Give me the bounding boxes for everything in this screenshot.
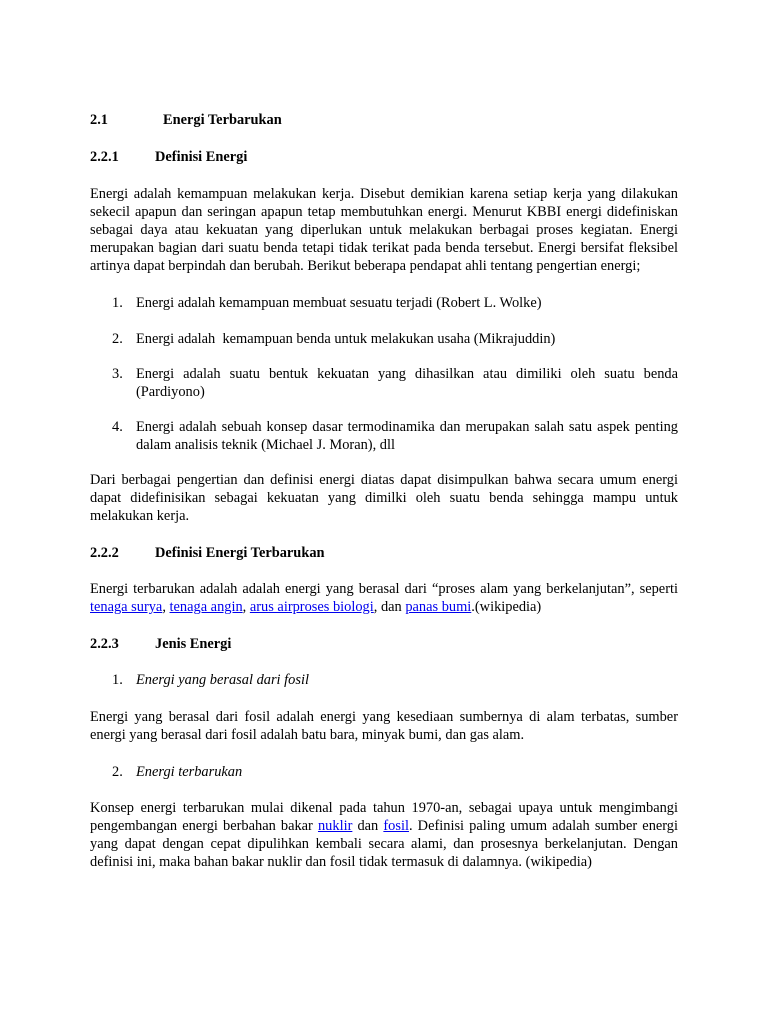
paragraph-text: .(wikipedia) — [471, 599, 542, 615]
section-title: Definisi Energi — [155, 149, 248, 165]
list-item-text: Energi adalah suatu bentuk kekuatan yang dihasilkan atau dimiliki oleh suatu benda (Pardiyono) — [136, 366, 678, 400]
list-item-text: Energi adalah kemampuan benda untuk melakukan usaha (Mikrajuddin) — [136, 331, 556, 347]
section-number: 2.2.3 — [90, 636, 119, 652]
list-marker: 4. — [112, 419, 123, 435]
list-item — [90, 330, 678, 348]
paragraph-text: . Definisi paling umum adalah sumber energi yang dapat dengan cepat dipulihkan kembali secara alami, dan prosesnya berkelanjutan. Dengan definisi ini, maka bahan bakar nuklir dan fosil tidak termasuk di dalamnya. (wikipedia) — [90, 818, 678, 870]
paragraph-text: Energi terbarukan adalah adalah energi yang berasal dari “proses alam yang berkelanjutan”, seperti — [90, 581, 678, 597]
section-number: 2.2.2 — [90, 545, 119, 561]
separator-text: , — [162, 599, 170, 615]
list-item — [90, 418, 678, 454]
link-tenaga-angin[interactable]: tenaga angin — [169, 599, 243, 615]
expert-opinions-list — [90, 294, 678, 454]
link-nuklir[interactable]: nuklir — [317, 818, 353, 834]
section-number: 2.2.1 — [90, 149, 119, 165]
list-marker: 2. — [112, 331, 123, 347]
renewable-definition-paragraph — [90, 580, 678, 616]
paragraph-text: Konsep energi terbarukan mulai dikenal pada tahun 1970-an, sebagai upaya untuk mengimbangi pengembangan energi berbahan bakar — [90, 800, 678, 834]
separator-text: , dan — [373, 599, 406, 615]
list-marker: 1. — [112, 295, 123, 311]
separator-text: dan — [352, 818, 384, 834]
link-fosil[interactable]: fosil — [383, 818, 409, 834]
list-item-text: Energi adalah kemampuan membuat sesuatu terjadi (Robert L. Wolke) — [136, 295, 542, 311]
section-2-1-heading — [90, 111, 678, 129]
renewable-energy-paragraph — [90, 799, 678, 871]
energy-type-list-2 — [90, 763, 678, 781]
section-title: Energi Terbarukan — [163, 112, 282, 128]
link-arus-air[interactable]: arus airproses biologi — [249, 599, 374, 615]
section-2-2-2-heading — [90, 544, 678, 562]
list-item-title: Energi terbarukan — [136, 764, 243, 780]
list-item-title: Energi yang berasal dari fosil — [136, 672, 309, 688]
conclusion-paragraph: Dari berbagai pengertian dan definisi energi diatas dapat disimpulkan bahwa secara umum energi dapat didefinisikan sebagai kekuatan yang dimilki oleh suatu benda sehingga mampu untuk melakukan kerja. — [90, 472, 678, 524]
list-item — [90, 763, 678, 781]
section-number: 2.1 — [90, 112, 108, 128]
section-title: Definisi Energi Terbarukan — [155, 545, 325, 561]
document-content — [90, 111, 678, 871]
separator-text: , — [242, 599, 250, 615]
list-marker: 2. — [112, 764, 123, 780]
section-2-2-3-heading — [90, 635, 678, 653]
section-title: Jenis Energi — [155, 636, 232, 652]
list-item — [90, 671, 678, 689]
list-marker: 3. — [112, 366, 123, 382]
section-2-2-1-heading — [90, 148, 678, 166]
list-marker: 1. — [112, 672, 123, 688]
fossil-energy-paragraph: Energi yang berasal dari fosil adalah energi yang kesediaan sumbernya di alam terbatas, sumber energi yang berasal dari fosil adalah batu bara, minyak bumi, dan gas alam. — [90, 709, 678, 743]
list-item-text: Energi adalah sebuah konsep dasar termodinamika dan merupakan salah satu aspek penting dalam analisis teknik (Michael J. Moran), dll — [136, 419, 678, 453]
energy-type-list-1 — [90, 671, 678, 689]
link-tenaga-surya[interactable]: tenaga surya — [90, 599, 163, 615]
link-panas-bumi[interactable]: panas bumi — [405, 599, 472, 615]
energy-definition-paragraph: Energi adalah kemampuan melakukan kerja. Disebut demikian karena setiap kerja yang dilakukan sekecil apapun dan seringan apapun tetap membutuhkan energi. Menurut KBBI energi didefiniskan sebagai daya atau kekuatan yang diperlukan untuk melakukan berbagai proses kegiatan. Energi merupakan bagian dari suatu benda tetapi tidak terikat pada benda tersebut. Energi bersifat fleksibel artinya dapat berpindah dan berubah. Berikut beberapa pendapat ahli tentang pengertian energi; — [90, 186, 678, 274]
list-item — [90, 365, 678, 401]
list-item — [90, 294, 678, 312]
